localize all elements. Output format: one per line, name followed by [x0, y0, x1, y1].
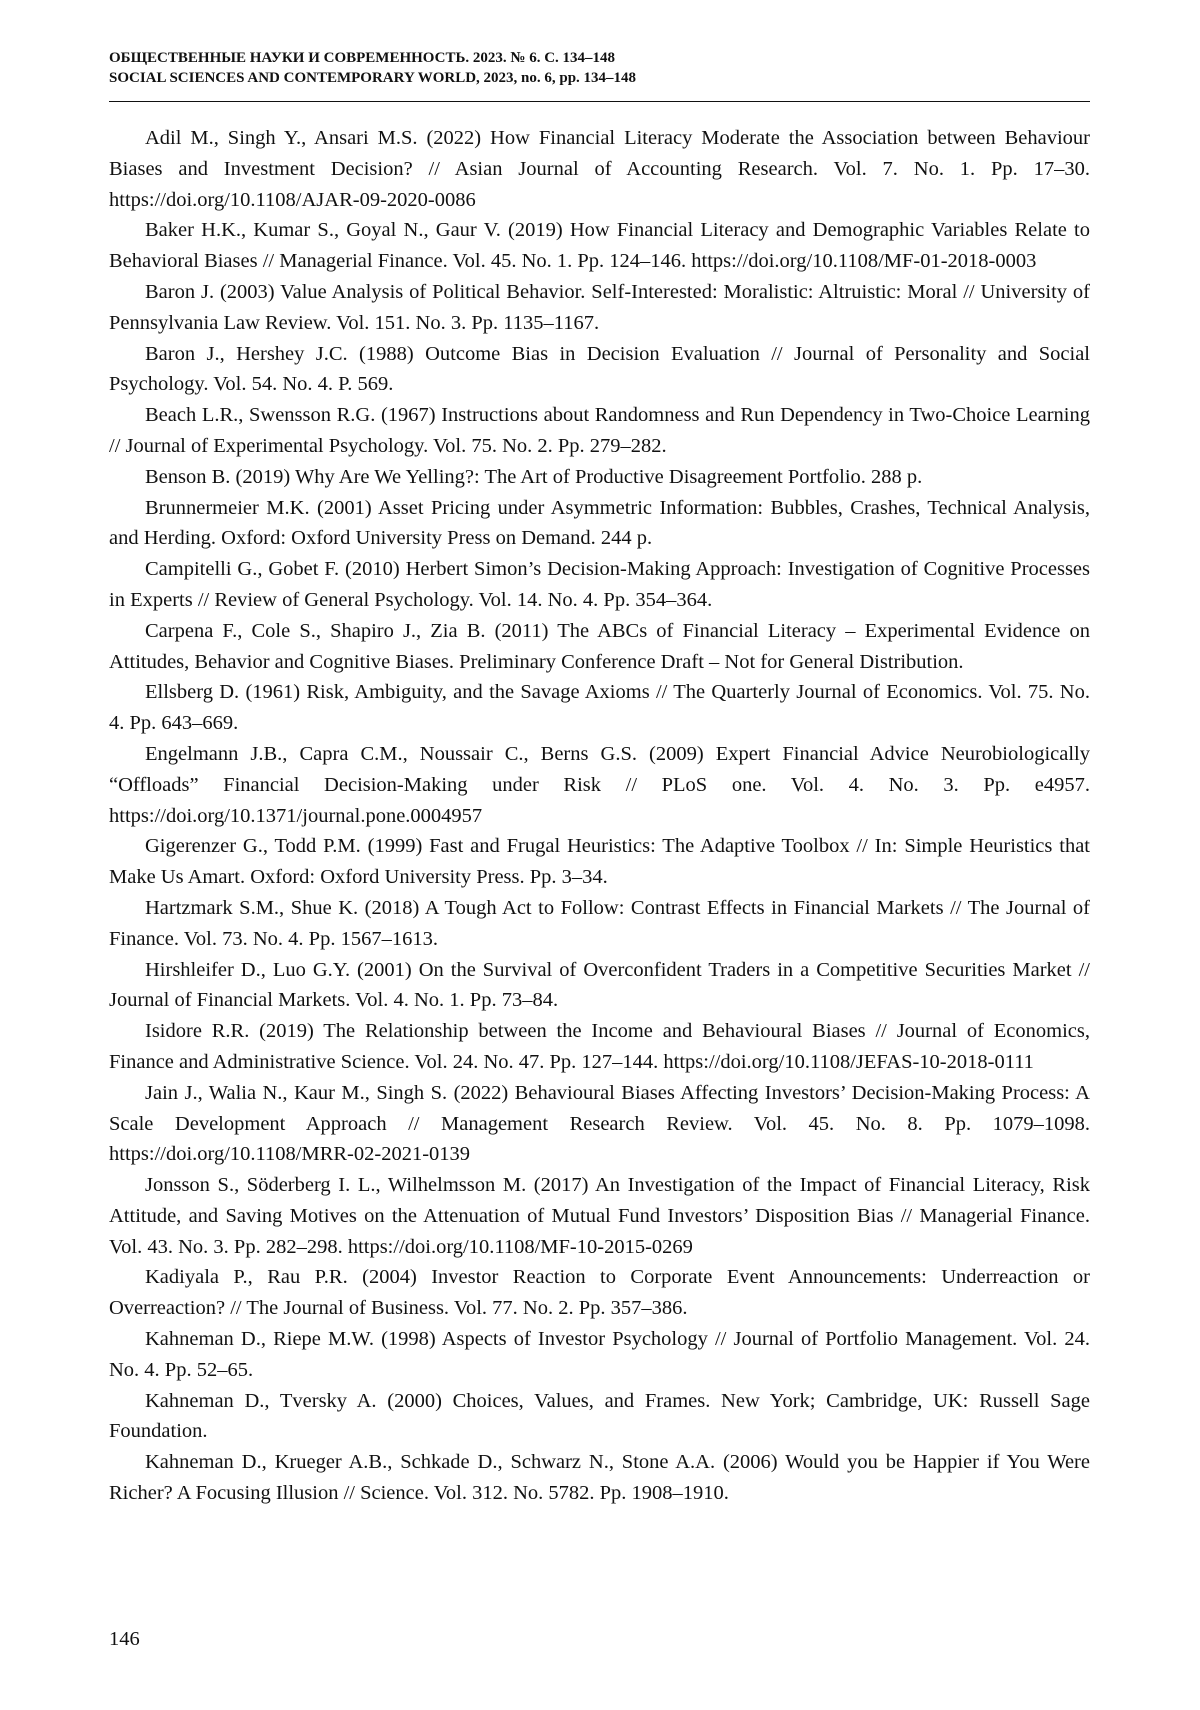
reference-entry: Hirshleifer D., Luo G.Y. (2001) On the Survival of Overconfident Traders in a Competitive Securities Market // Journal of Financial Markets. Vol. 4. No. 1. Pp. 73–84.	[109, 958, 1090, 1012]
reference-entry: Benson B. (2019) Why Are We Yelling?: The Art of Productive Disagreement Portfolio. 288 p.	[145, 465, 923, 488]
running-header	[109, 48, 1090, 88]
reference-entry: Ellsberg D. (1961) Risk, Ambiguity, and the Savage Axioms // The Quarterly Journal of Economics. Vol. 75. No. 4. Pp. 643–669.	[109, 681, 1090, 735]
reference-entry: Gigerenzer G., Todd P.M. (1999) Fast and Frugal Heuristics: The Adaptive Toolbox // In: Simple Heuristics that Make Us Amart. Oxford: Oxford University Press. Pp. 3–34.	[109, 835, 1090, 889]
page-number: 146	[109, 1628, 140, 1650]
reference-list	[109, 123, 1090, 1509]
reference-entry: Kadiyala P., Rau P.R. (2004) Investor Reaction to Corporate Event Announcements: Underreaction or Overreaction? // The Journal of Business. Vol. 77. No. 2. Pp. 357–386.	[109, 1266, 1090, 1320]
reference-entry: Hartzmark S.M., Shue K. (2018) A Tough Act to Follow: Contrast Effects in Financial Markets // The Journal of Finance. Vol. 73. No. 4. Pp. 1567–1613.	[109, 896, 1090, 950]
reference-entry: Jain J., Walia N., Kaur M., Singh S. (2022) Behavioural Biases Affecting Investors’ Decision-Making Process: A Scale Development Approach // Management Research Review. Vol. 45. No. 8. Pp. 1079–1098. https://doi.org/10.1108/MRR-02-2021-0139	[109, 1081, 1090, 1166]
header-divider	[109, 101, 1090, 102]
reference-entry: Jonsson S., Söderberg I. L., Wilhelmsson M. (2017) An Investigation of the Impact of Financial Literacy, Risk Attitude, and Saving Motives on the Attenuation of Mutual Fund Investors’ Disposition Bias // Managerial Finance. Vol. 43. No. 3. Pp. 282–298. https://doi.org/10.1108/MF-10-2015-0269	[109, 1174, 1090, 1258]
reference-entry: Kahneman D., Riepe M.W. (1998) Aspects of Investor Psychology // Journal of Portfolio Management. Vol. 24. No. 4. Pp. 52–65.	[109, 1328, 1090, 1381]
reference-entry: Kahneman D., Krueger A.B., Schkade D., Schwarz N., Stone A.A. (2006) Would you be Happier if You Were Richer? A Focusing Illusion // Science. Vol. 312. No. 5782. Pp. 1908–1910.	[109, 1451, 1090, 1505]
reference-entry: Adil M., Singh Y., Ansari M.S. (2022) How Financial Literacy Moderate the Association between Behaviour Biases and Investment Decision? // Asian Journal of Accounting Research. Vol. 7. No. 1. Pp. 17–30. https://doi.org/10.1108/AJAR-09-2020-0086	[109, 127, 1090, 211]
reference-entry: Baron J. (2003) Value Analysis of Political Behavior. Self-Interested: Moralistic: Altruistic: Moral // University of Pennsylvania Law Review. Vol. 151. No. 3. Pp. 1135–1167.	[109, 280, 1090, 334]
reference-entry: Campitelli G., Gobet F. (2010) Herbert Simon’s Decision-Making Approach: Investigation of Cognitive Processes in Experts // Review of General Psychology. Vol. 14. No. 4. Pp. 354–364.	[109, 558, 1090, 611]
reference-entry: Engelmann J.B., Capra C.M., Noussair C., Berns G.S. (2009) Expert Financial Advice Neurobiologically “Offloads” Financial Decision-Making under Risk // PLoS one. Vol. 4. No. 3. Pp. e4957. https://doi.org/10.1371/journal.pone.0004957	[109, 742, 1090, 827]
journal-title-russian: ОБЩЕСТВЕННЫЕ НАУКИ И СОВРЕМЕННОСТЬ. 2023. № 6. С. 134–148	[109, 50, 616, 66]
journal-title-english: SOCIAL SCIENCES AND CONTEMPORARY WORLD, 2023, no. 6, pp. 134–148	[109, 70, 637, 86]
reference-entry: Baron J., Hershey J.C. (1988) Outcome Bias in Decision Evaluation // Journal of Personality and Social Psychology. Vol. 54. No. 4. P. 569.	[109, 342, 1090, 396]
reference-entry: Isidore R.R. (2019) The Relationship between the Income and Behavioural Biases // Journal of Economics, Finance and Administrative Science. Vol. 24. No. 47. Pp. 127–144. https://doi.org/10.1108/JEFAS-10-2018-0111	[109, 1020, 1090, 1073]
reference-entry: Carpena F., Cole S., Shapiro J., Zia B. (2011) The ABCs of Financial Literacy – Experimental Evidence on Attitudes, Behavior and Cognitive Biases. Preliminary Conference Draft – Not for General Distribution.	[109, 619, 1090, 673]
reference-entry: Brunnermeier M.K. (2001) Asset Pricing under Asymmetric Information: Bubbles, Crashes, Technical Analysis, and Herding. Oxford: Oxford University Press on Demand. 244 p.	[109, 496, 1090, 550]
reference-entry: Beach L.R., Swensson R.G. (1967) Instructions about Randomness and Run Dependency in Two-Choice Learning // Journal of Experimental Psychology. Vol. 75. No. 2. Pp. 279–282.	[109, 404, 1090, 457]
reference-entry: Kahneman D., Tversky A. (2000) Choices, Values, and Frames. New York; Cambridge, UK: Russell Sage Foundation.	[109, 1389, 1090, 1443]
reference-entry: Baker H.K., Kumar S., Goyal N., Gaur V. (2019) How Financial Literacy and Demographic Variables Relate to Behavioral Biases // Managerial Finance. Vol. 45. No. 1. Pp. 124–146. https://doi.org/10.1108/MF-01-2018-0003	[109, 219, 1090, 273]
